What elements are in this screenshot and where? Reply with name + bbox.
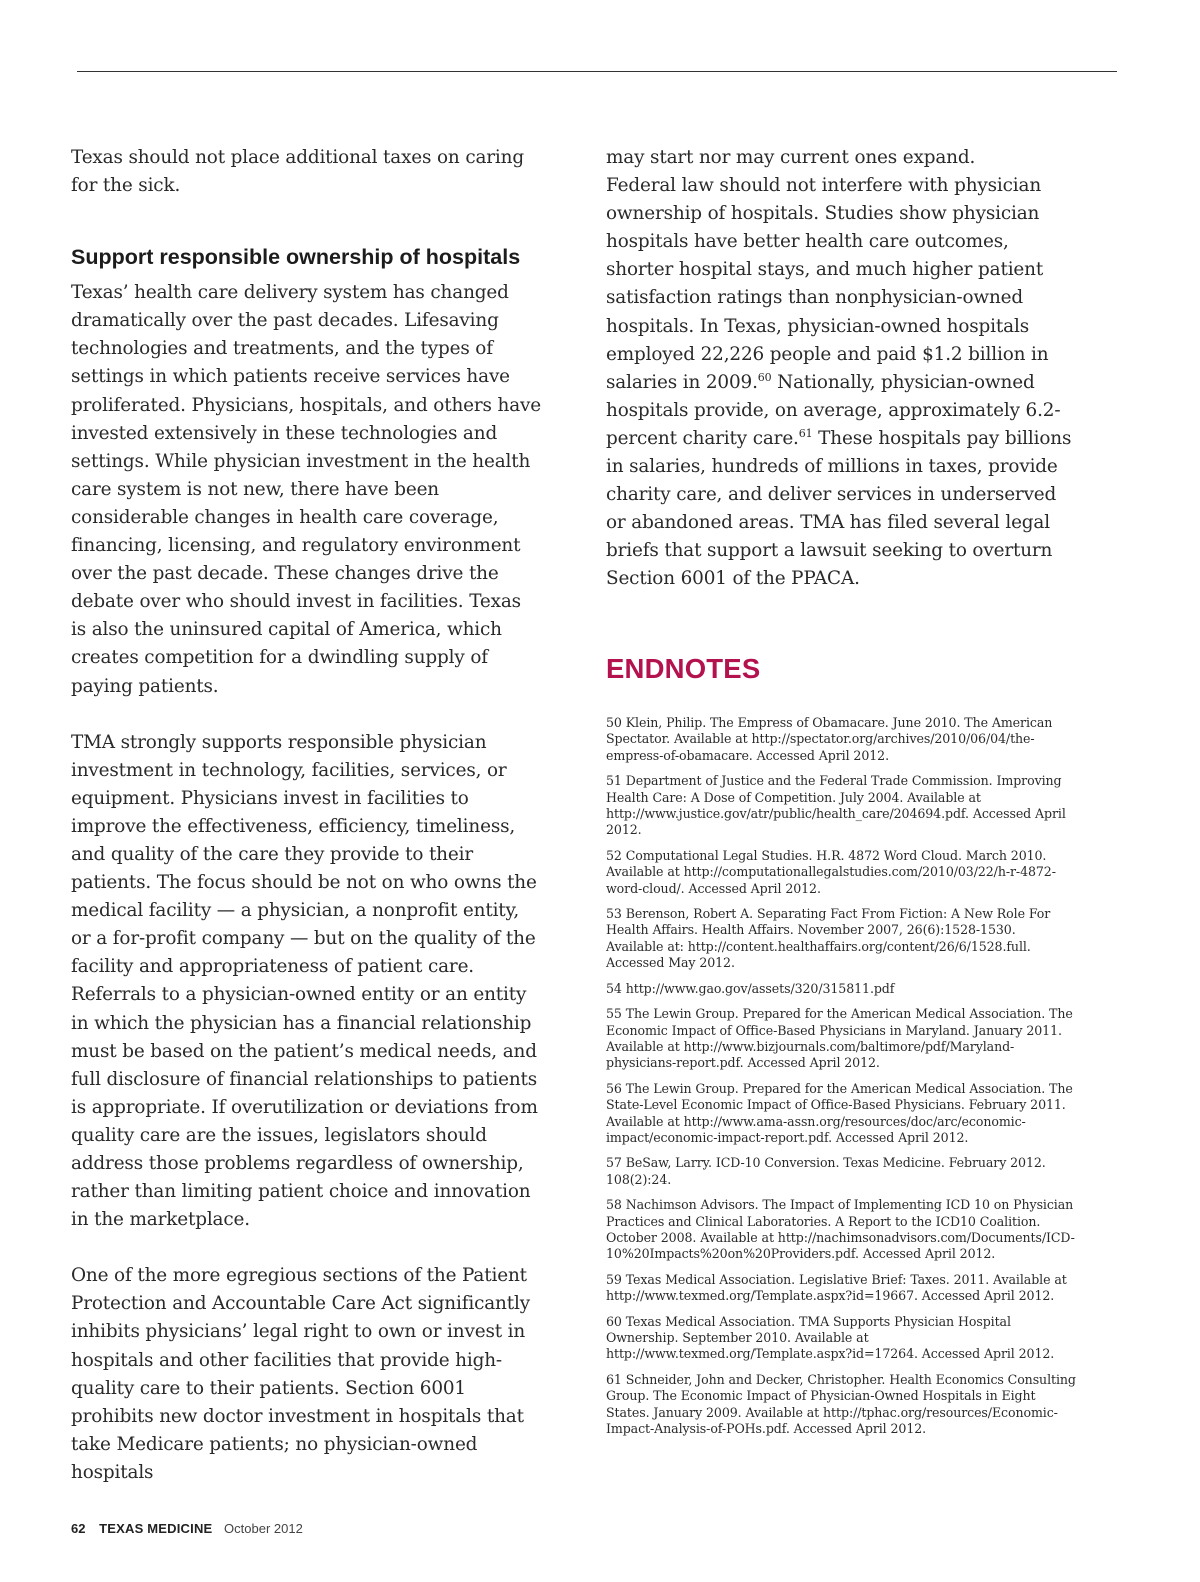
endnotes-list (606, 715, 1076, 1446)
endnote-text: 50 Klein, Philip. The Empress of Obamacare. June 2010. The American Spectator. Available at http://spectator.org/archives/2010/06/04/the-empress-of-obamacare. Accessed April 2012. (606, 715, 1053, 763)
endnote-item (606, 1272, 1076, 1305)
paragraph-text: Nationally, physician-owned hospitals provide, on average, approximately 6.2-percent charity care. (606, 371, 1061, 449)
endnote-item (606, 906, 1076, 972)
endnote-item (606, 1155, 1076, 1188)
endnote-item (606, 1081, 1076, 1147)
body-paragraph (606, 172, 1081, 593)
section-heading: Support responsible ownership of hospitals (71, 245, 521, 270)
body-paragraph: Texas’ health care delivery system has changed dramatically over the past decades. Lifesaving technologies and treatments, and the types of settings in which patients receive services have proliferated. Physicians, hospitals, and others have invested extensively in these technologies and settings. While physician investment in the health care system is not new, there have been considerable changes in health care coverage, financing, licensing, and regulatory environment over the past decade. These changes drive the debate over who should invest in facilities. Texas is also the uninsured capital of America, which creates competition for a dwindling supply of paying patients. (71, 282, 541, 697)
paragraph-text: Federal law should not interfere with physician ownership of hospitals. Studies show physician hospitals have better health care outcomes, shorter hospital stays, and much higher patient satisfaction ratings than nonphysician-owned hospitals. In Texas, physician-owned hospitals employed 22,226 people and paid $1.2 billion in salaries in 2009. (606, 175, 1049, 393)
left-column (71, 144, 541, 1487)
endnote-text: 58 Nachimson Advisors. The Impact of Implementing ICD 10 on Physician Practices and Clinical Laboratories. A Report to the ICD10 Coalition. October 2008. Available at http://nachimsonadvisors.com/Documents/ICD-10%20Impacts%20on%20Providers.pdf. Accessed April 2012. (606, 1197, 1075, 1262)
endnote-item (606, 1006, 1076, 1072)
page-number: 62 (71, 1521, 86, 1536)
top-rule (77, 71, 1117, 72)
endnote-item (606, 848, 1076, 897)
continuation-line: may start nor may current ones expand. (606, 147, 976, 168)
endnote-text: 53 Berenson, Robert A. Separating Fact From Fiction: A New Role For Health Affairs. Health Affairs. November 2007, 26(6):1528-1530. Available at: http://content.healthaffairs.org/content/26/6/1528.full. Accessed May 2012. (606, 906, 1051, 971)
footnote-ref: 60 (757, 370, 772, 384)
endnote-text: 52 Computational Legal Studies. H.R. 4872 Word Cloud. March 2010. Available at http://computationallegalstudies.com/2010/03/22/h-r-4872-word-cloud/. Accessed April 2012. (606, 847, 1056, 896)
footnote-ref: 61 (798, 426, 813, 440)
endnote-item (606, 773, 1076, 839)
publication-name: TEXAS MEDICINE (99, 1521, 213, 1536)
page-footer (71, 1521, 303, 1537)
paragraph-text: These hospitals pay billions in salaries, hundreds of millions in taxes, provide charity care, and deliver services in underserved or abandoned areas. TMA has filed several legal briefs that support a lawsuit seeking to overturn Section 6001 of the PPACA. (606, 427, 1072, 590)
endnote-item (606, 715, 1076, 764)
endnote-text: 59 Texas Medical Association. Legislative Brief: Taxes. 2011. Available at http://www.texmed.org/Template.aspx?id=19667. Accessed April 2012. (606, 1271, 1067, 1304)
intro-paragraph: Texas should not place additional taxes on caring for the sick. (71, 147, 524, 197)
endnote-text: 54 http://www.gao.gov/assets/320/315811.pdf (606, 980, 895, 996)
body-paragraph: TMA strongly supports responsible physician investment in technology, facilities, services, or equipment. Physicians invest in facilities to improve the effectiveness, efficiency, timeliness, and quality of the care they provide to their patients. The focus should be not on who owns the medical facility — a physician, a nonprofit entity, or a for-profit company — but on the quality of the facility and appropriateness of patient care. Referrals to a physician-owned entity or an entity in which the physician has a financial relationship must be based on the patient’s medical needs, and full disclosure of financial relationships to patients is appropriate. If overutilization or deviations from quality care are the issues, legislators should address those problems regardless of ownership, rather than limiting patient choice and innovation in the marketplace. (71, 731, 538, 1231)
right-column (606, 144, 1081, 594)
endnote-item (606, 981, 1076, 997)
issue-date: October 2012 (224, 1521, 303, 1536)
endnote-text: 61 Schneider, John and Decker, Christopher. Health Economics Consulting Group. The Economic Impact of Physician-Owned Hospitals in Eight States. January 2009. Available at http://tphac.org/resources/Economic-Impact-Analysis-of-POHs.pdf. Accessed April 2012. (606, 1371, 1076, 1437)
endnote-text: 55 The Lewin Group. Prepared for the American Medical Association. The Economic Impact of Office-Based Physicians in Maryland. January 2011. Available at http://www.bizjournals.com/baltimore/pdf/Maryland-physicians-report.pdf. Accessed April 2012. (606, 1006, 1073, 1071)
endnote-item (606, 1314, 1076, 1363)
endnote-item (606, 1197, 1076, 1263)
endnote-text: 60 Texas Medical Association. TMA Supports Physician Hospital Ownership. September 2010. Available at http://www.texmed.org/Template.aspx?id=17264. Accessed April 2012. (606, 1313, 1055, 1362)
body-paragraph: One of the more egregious sections of the Patient Protection and Accountable Care Act significantly inhibits physicians’ legal right to own or invest in hospitals and other facilities that provide high-quality care to their patients. Section 6001 prohibits new doctor investment in hospitals that take Medicare patients; no physician-owned hospitals (71, 1265, 530, 1483)
endnotes-title: ENDNOTES (606, 653, 761, 684)
endnote-text: 56 The Lewin Group. Prepared for the American Medical Association. The State-Level Economic Impact of Office-Based Physicians. February 2011. Available at http://www.ama-assn.org/resources/doc/arc/economic-impact/economic-impact-report.pdf. Accessed April 2012. (606, 1080, 1073, 1145)
endnote-item (606, 1372, 1076, 1438)
endnote-text: 51 Department of Justice and the Federal Trade Commission. Improving Health Care: A Dose of Competition. July 2004. Available at http://www.justice.gov/atr/public/health_care/204694.pdf. Accessed April 2012. (606, 773, 1066, 838)
endnote-text: 57 BeSaw, Larry. ICD-10 Conversion. Texas Medicine. February 2012. 108(2):24. (606, 1155, 1046, 1187)
